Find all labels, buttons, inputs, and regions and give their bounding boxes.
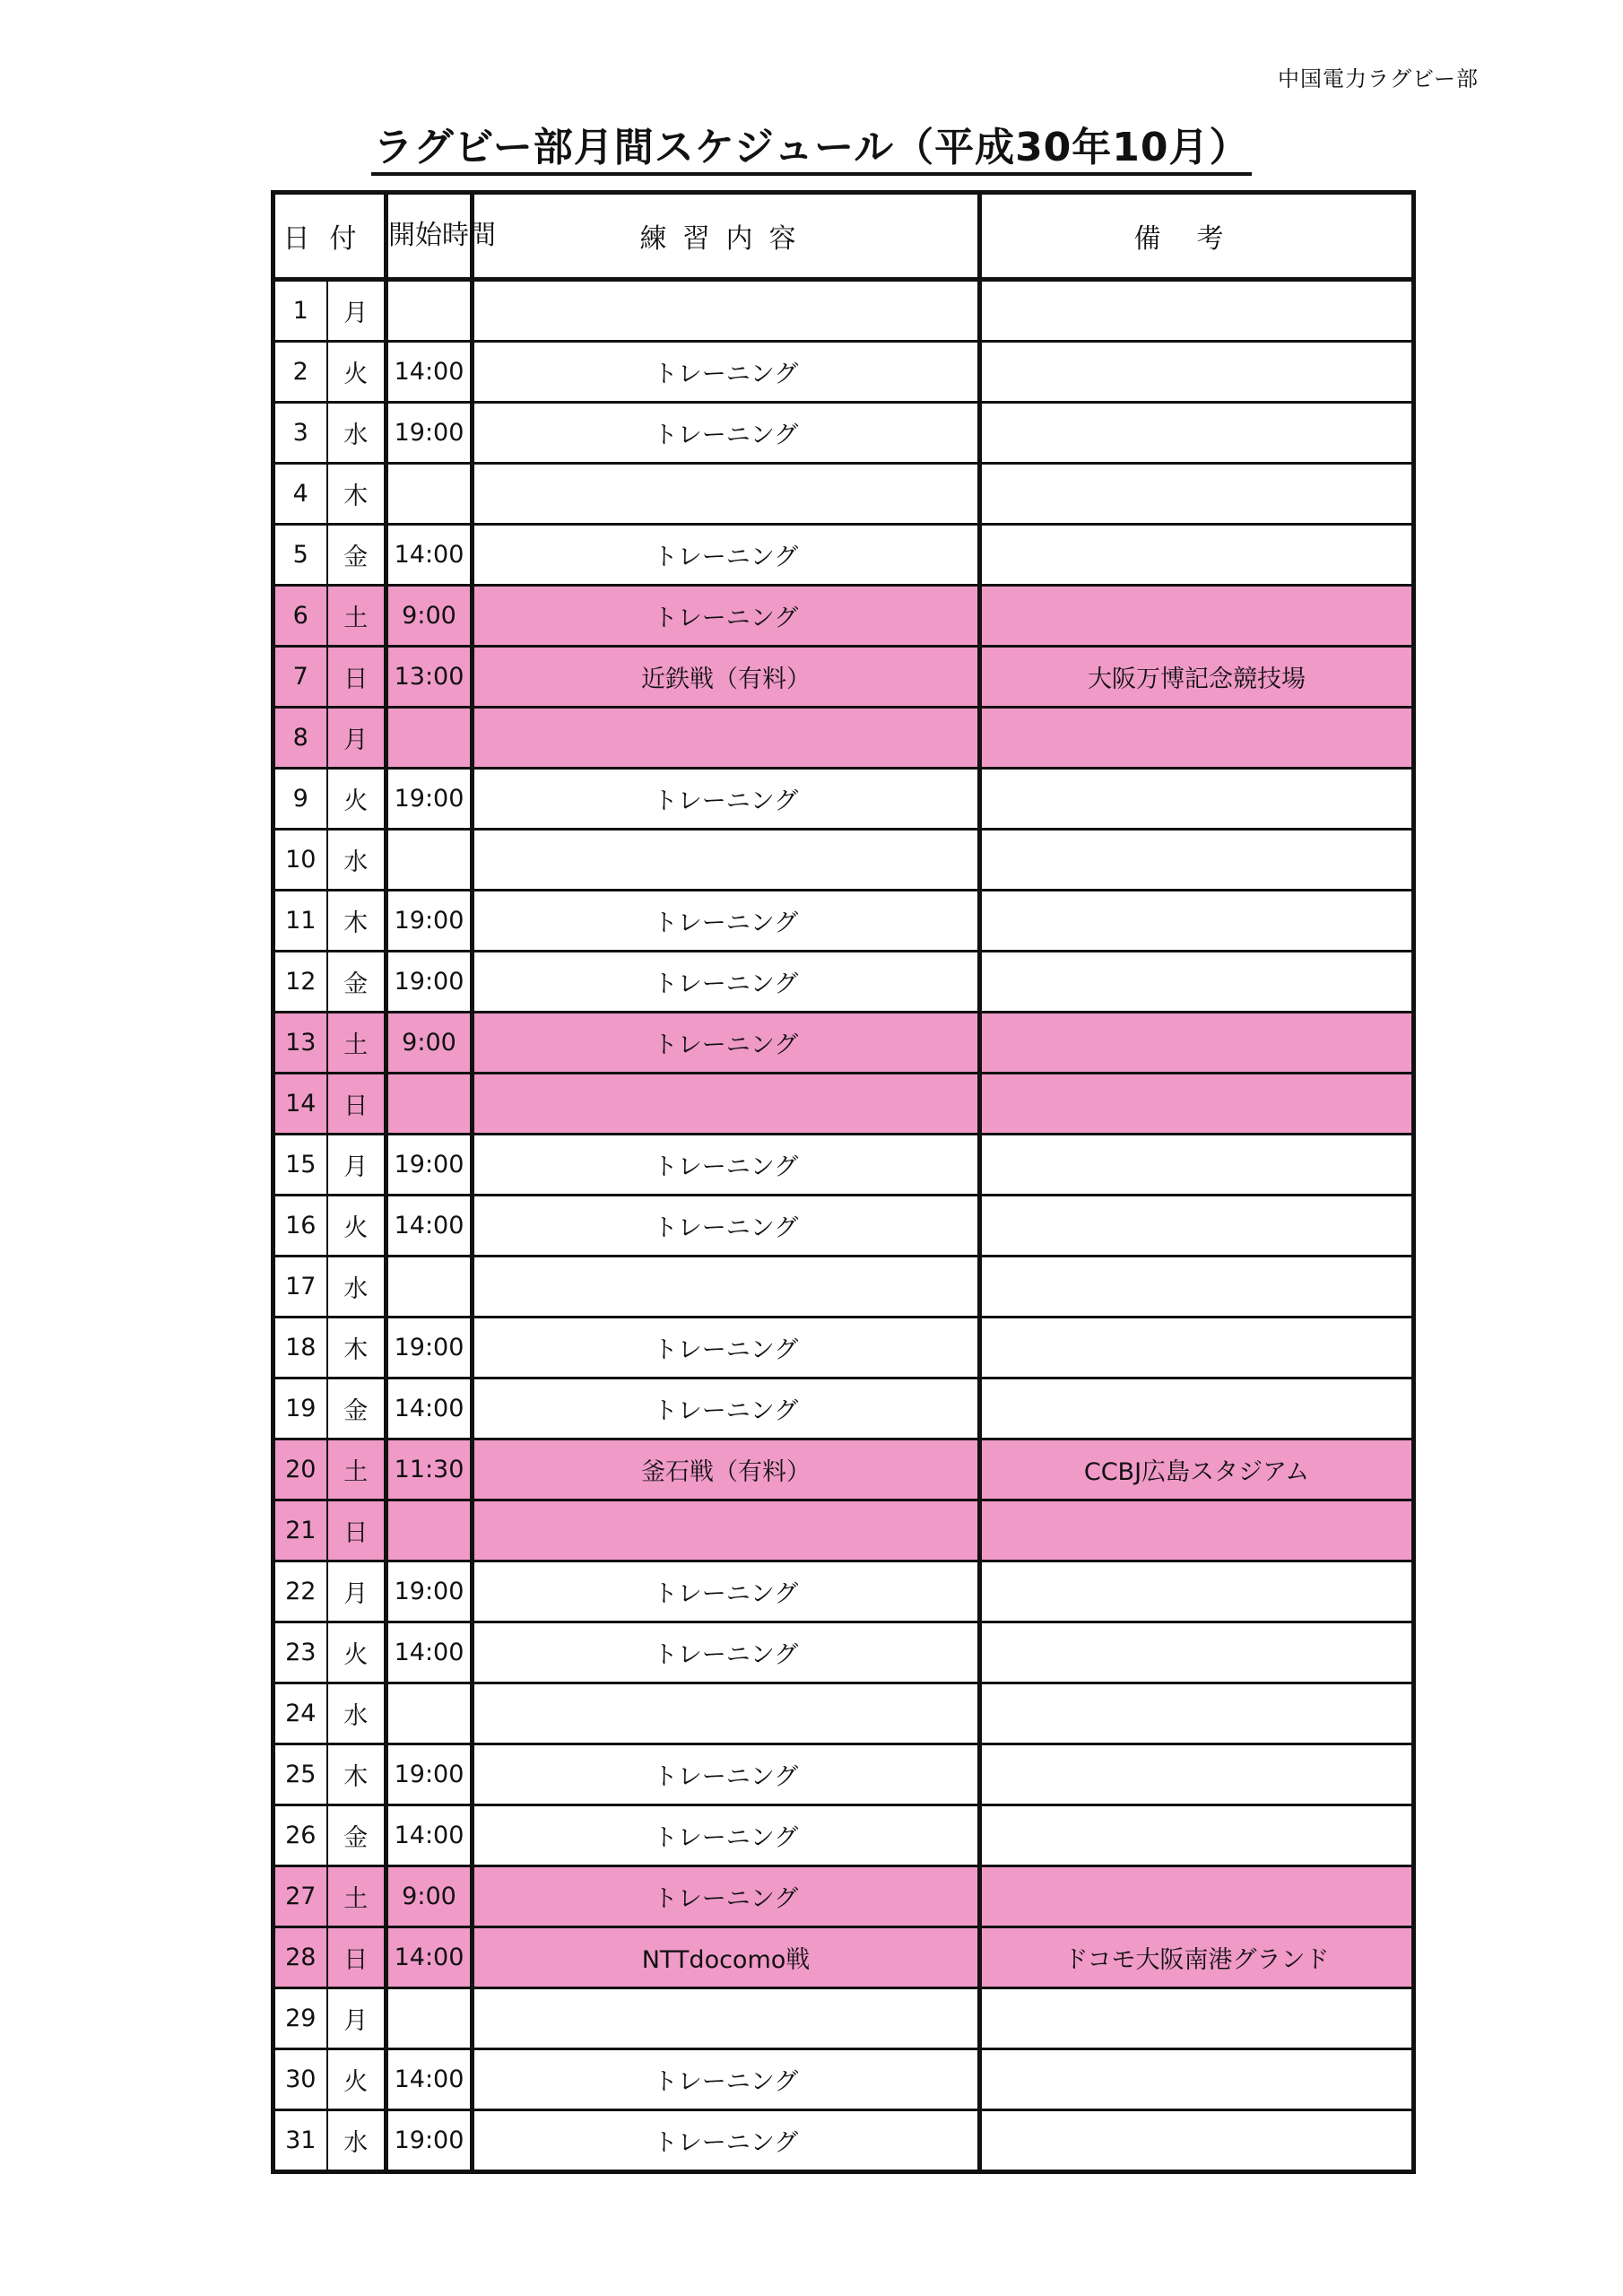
header-remarks: 備考	[980, 193, 1414, 280]
practice-content: トレーニング	[473, 1805, 980, 1866]
table-row	[273, 891, 1414, 952]
start-time: 14:00	[386, 1622, 473, 1683]
start-time	[386, 1257, 473, 1318]
day-of-week: 金	[327, 952, 386, 1013]
table-row	[273, 1074, 1414, 1135]
day-of-week: 月	[327, 1561, 386, 1622]
practice-content	[473, 1683, 980, 1744]
start-time: 14:00	[386, 2049, 473, 2110]
remarks	[980, 1988, 1414, 2049]
page-title-text: ラグビー部月間スケジュール（平成30年10月）	[371, 125, 1251, 176]
table-row	[273, 464, 1414, 525]
practice-content	[473, 708, 980, 769]
practice-content: トレーニング	[473, 1866, 980, 1927]
table-row	[273, 1927, 1414, 1988]
day-number: 31	[273, 2110, 327, 2172]
remarks	[980, 708, 1414, 769]
day-number: 2	[273, 342, 327, 403]
practice-content: トレーニング	[473, 1561, 980, 1622]
day-of-week: 土	[327, 586, 386, 647]
page-title	[0, 115, 1623, 172]
day-number: 10	[273, 830, 327, 891]
day-of-week: 土	[327, 1866, 386, 1927]
practice-content: トレーニング	[473, 1744, 980, 1805]
remarks	[980, 1561, 1414, 1622]
remarks: 大阪万博記念競技場	[980, 647, 1414, 708]
start-time: 19:00	[386, 403, 473, 464]
start-time: 14:00	[386, 1196, 473, 1257]
table-row	[273, 280, 1414, 342]
day-number: 23	[273, 1622, 327, 1683]
start-time: 19:00	[386, 1318, 473, 1378]
table-row	[273, 342, 1414, 403]
day-of-week: 土	[327, 1439, 386, 1500]
day-number: 16	[273, 1196, 327, 1257]
day-of-week: 水	[327, 1257, 386, 1318]
practice-content: トレーニング	[473, 952, 980, 1013]
day-number: 18	[273, 1318, 327, 1378]
day-of-week: 水	[327, 830, 386, 891]
day-of-week: 木	[327, 464, 386, 525]
day-of-week: 水	[327, 1683, 386, 1744]
start-time: 19:00	[386, 2110, 473, 2172]
remarks	[980, 1378, 1414, 1439]
start-time: 9:00	[386, 1866, 473, 1927]
practice-content	[473, 464, 980, 525]
start-time	[386, 708, 473, 769]
remarks	[980, 830, 1414, 891]
day-of-week: 水	[327, 403, 386, 464]
start-time	[386, 1074, 473, 1135]
remarks	[980, 525, 1414, 586]
day-number: 5	[273, 525, 327, 586]
day-number: 25	[273, 1744, 327, 1805]
practice-content: トレーニング	[473, 586, 980, 647]
practice-content: トレーニング	[473, 1013, 980, 1074]
day-number: 4	[273, 464, 327, 525]
day-number: 20	[273, 1439, 327, 1500]
remarks	[980, 586, 1414, 647]
table-row	[273, 1378, 1414, 1439]
practice-content	[473, 1257, 980, 1318]
start-time: 13:00	[386, 647, 473, 708]
remarks	[980, 2049, 1414, 2110]
day-of-week: 月	[327, 1135, 386, 1196]
remarks	[980, 1683, 1414, 1744]
start-time	[386, 1988, 473, 2049]
day-of-week: 木	[327, 1744, 386, 1805]
organization-name: 中国電力ラグビー部	[1277, 66, 1479, 91]
day-of-week: 土	[327, 1013, 386, 1074]
remarks	[980, 1805, 1414, 1866]
practice-content: 近鉄戦（有料）	[473, 647, 980, 708]
table-row	[273, 2110, 1414, 2172]
practice-content	[473, 280, 980, 342]
remarks	[980, 891, 1414, 952]
practice-content: トレーニング	[473, 525, 980, 586]
remarks	[980, 952, 1414, 1013]
day-number: 22	[273, 1561, 327, 1622]
remarks	[980, 1744, 1414, 1805]
practice-content: 釜石戦（有料）	[473, 1439, 980, 1500]
remarks	[980, 1196, 1414, 1257]
start-time	[386, 1683, 473, 1744]
start-time: 9:00	[386, 1013, 473, 1074]
start-time: 14:00	[386, 1378, 473, 1439]
start-time: 14:00	[386, 1805, 473, 1866]
practice-content	[473, 830, 980, 891]
day-of-week: 水	[327, 2110, 386, 2172]
day-of-week: 木	[327, 1318, 386, 1378]
day-number: 6	[273, 586, 327, 647]
schedule-table	[271, 190, 1416, 2174]
day-of-week: 金	[327, 525, 386, 586]
table-row	[273, 952, 1414, 1013]
practice-content: トレーニング	[473, 2110, 980, 2172]
practice-content: トレーニング	[473, 769, 980, 830]
practice-content: トレーニング	[473, 342, 980, 403]
day-number: 30	[273, 2049, 327, 2110]
table-row	[273, 1561, 1414, 1622]
remarks	[980, 342, 1414, 403]
day-of-week: 日	[327, 1500, 386, 1561]
remarks	[980, 1866, 1414, 1927]
header-start-time: 開始時間	[386, 193, 473, 280]
header-practice-content: 練習内容	[473, 193, 980, 280]
day-of-week: 月	[327, 1988, 386, 2049]
day-number: 7	[273, 647, 327, 708]
start-time: 14:00	[386, 525, 473, 586]
day-of-week: 金	[327, 1378, 386, 1439]
remarks	[980, 403, 1414, 464]
table-row	[273, 1135, 1414, 1196]
start-time: 14:00	[386, 1927, 473, 1988]
start-time	[386, 1500, 473, 1561]
table-row	[273, 830, 1414, 891]
schedule-rows	[273, 280, 1414, 2172]
table-row	[273, 2049, 1414, 2110]
day-of-week: 火	[327, 1622, 386, 1683]
start-time	[386, 280, 473, 342]
day-number: 13	[273, 1013, 327, 1074]
day-number: 27	[273, 1866, 327, 1927]
practice-content	[473, 1500, 980, 1561]
table-row	[273, 1439, 1414, 1500]
remarks	[980, 1074, 1414, 1135]
practice-content: トレーニング	[473, 1378, 980, 1439]
start-time: 19:00	[386, 769, 473, 830]
day-number: 14	[273, 1074, 327, 1135]
day-number: 9	[273, 769, 327, 830]
day-of-week: 木	[327, 891, 386, 952]
remarks	[980, 1500, 1414, 1561]
table-row	[273, 1988, 1414, 2049]
table-row	[273, 1805, 1414, 1866]
start-time: 19:00	[386, 952, 473, 1013]
table-row	[273, 1744, 1414, 1805]
table-row	[273, 1196, 1414, 1257]
day-of-week: 火	[327, 342, 386, 403]
remarks	[980, 1622, 1414, 1683]
remarks	[980, 464, 1414, 525]
practice-content: トレーニング	[473, 403, 980, 464]
start-time: 19:00	[386, 1744, 473, 1805]
remarks	[980, 280, 1414, 342]
practice-content	[473, 1988, 980, 2049]
day-of-week: 月	[327, 280, 386, 342]
practice-content: NTTdocomo戦	[473, 1927, 980, 1988]
start-time: 19:00	[386, 1135, 473, 1196]
practice-content: トレーニング	[473, 1135, 980, 1196]
day-number: 24	[273, 1683, 327, 1744]
remarks	[980, 2110, 1414, 2172]
table-row	[273, 403, 1414, 464]
practice-content	[473, 1074, 980, 1135]
start-time: 14:00	[386, 342, 473, 403]
table-row	[273, 1866, 1414, 1927]
remarks	[980, 769, 1414, 830]
day-of-week: 日	[327, 1927, 386, 1988]
remarks	[980, 1013, 1414, 1074]
table-row	[273, 647, 1414, 708]
table-row	[273, 708, 1414, 769]
table-row	[273, 1683, 1414, 1744]
table-row	[273, 1500, 1414, 1561]
day-number: 21	[273, 1500, 327, 1561]
day-number: 11	[273, 891, 327, 952]
practice-content: トレーニング	[473, 1196, 980, 1257]
start-time	[386, 464, 473, 525]
remarks: ドコモ大阪南港グランド	[980, 1927, 1414, 1988]
table-row	[273, 586, 1414, 647]
day-number: 26	[273, 1805, 327, 1866]
remarks	[980, 1257, 1414, 1318]
header-date: 日付	[273, 193, 386, 280]
table-row	[273, 525, 1414, 586]
remarks	[980, 1135, 1414, 1196]
table-row	[273, 769, 1414, 830]
day-number: 19	[273, 1378, 327, 1439]
practice-content: トレーニング	[473, 1318, 980, 1378]
table-row	[273, 1257, 1414, 1318]
day-number: 15	[273, 1135, 327, 1196]
table-row	[273, 1013, 1414, 1074]
day-number: 12	[273, 952, 327, 1013]
day-number: 1	[273, 280, 327, 342]
day-number: 28	[273, 1927, 327, 1988]
start-time: 19:00	[386, 1561, 473, 1622]
practice-content: トレーニング	[473, 1622, 980, 1683]
start-time: 19:00	[386, 891, 473, 952]
day-of-week: 火	[327, 1196, 386, 1257]
practice-content: トレーニング	[473, 2049, 980, 2110]
day-number: 29	[273, 1988, 327, 2049]
day-number: 3	[273, 403, 327, 464]
day-of-week: 月	[327, 708, 386, 769]
day-of-week: 日	[327, 647, 386, 708]
day-of-week: 火	[327, 769, 386, 830]
day-number: 8	[273, 708, 327, 769]
remarks	[980, 1318, 1414, 1378]
table-header-row	[273, 193, 1414, 280]
day-of-week: 金	[327, 1805, 386, 1866]
start-time: 11:30	[386, 1439, 473, 1500]
day-number: 17	[273, 1257, 327, 1318]
start-time: 9:00	[386, 586, 473, 647]
day-of-week: 日	[327, 1074, 386, 1135]
table-row	[273, 1622, 1414, 1683]
day-of-week: 火	[327, 2049, 386, 2110]
table-row	[273, 1318, 1414, 1378]
remarks: CCBJ広島スタジアム	[980, 1439, 1414, 1500]
practice-content: トレーニング	[473, 891, 980, 952]
start-time	[386, 830, 473, 891]
